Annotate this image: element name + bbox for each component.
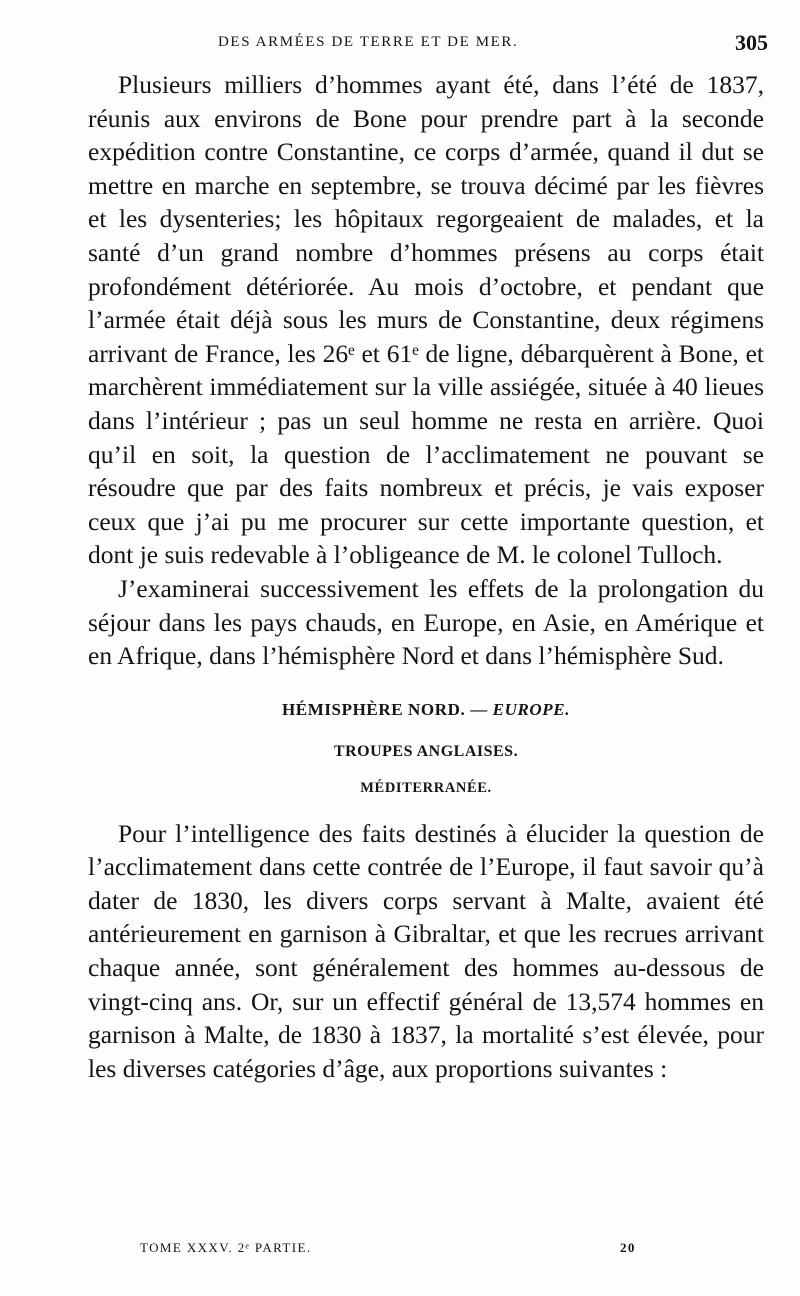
section-heading — [88, 693, 764, 727]
subsubsection-heading: MÉDITERRANÉE. — [360, 779, 492, 796]
paragraph-examination-plan: J’examinerai successivement les effets de la prolongation du séjour dans les pays chauds, en Europe, en Asie, en Amérique et en Afrique, dans l’hémisphère Nord et dans l’hémisphère Sud. — [88, 573, 764, 671]
paragraph-acclimatement-bone: Plusieurs milliers d’hommes ayant été, dans l’été de 1837, réunis aux environs de Bone pour prendre part à la seconde expédition contre Constantine, ce corps d’armée, quand il dut se mettre en marche en septembre, se trouva décimé par les fièvres et les dysenteries; les hôpitaux regorgeaient de malades, et la santé d’un grand nombre d’hommes présens au corps était profondément détériorée. Au mois d’octobre, et pendant que l’armée était déjà sous les murs de Constantine, deux régimens arrivant de France, les 26ᵉ et 61ᵉ de ligne, débarquèrent à Bone, et marchèrent immédiatement sur la ville assiégée, située à 40 lieues dans l’intérieur ; pas un seul homme ne resta en arrière. Quoi qu’il en soit, la question de l’acclimatement ne pouvant se résoudre que par des faits nombreux et précis, je vais exposer ceux que j’ai pu me procurer sur cette importante question, et dont je suis redevable à l’obligeance de M. le colonel Tulloch. — [88, 70, 764, 570]
footer-gathering-number: 20 — [620, 1240, 636, 1255]
section-heading-italic: EUROPE. — [492, 699, 571, 719]
running-head-title: DES ARMÉES DE TERRE ET DE MER. — [218, 34, 519, 50]
footer-signature: TOME XXXV. 2ᵉ PARTIE. — [140, 1240, 312, 1255]
subsection-heading: TROUPES ANGLAISES. — [333, 742, 519, 760]
section-heading-main: HÉMISPHÈRE NORD. — [281, 699, 466, 719]
paragraph-malta-garrison: Pour l’intelligence des faits destinés à élucider la question de l’acclimatement dans cette contrée de l’Europe, il faut savoir qu’à dater de 1830, les divers corps servant à Malte, avaient été antérieurement en garnison à Gibraltar, et que les recrues arrivant chaque année, sont généralement des hommes au-dessous de vingt-cinq ans. Or, sur un effectif général de 13,574 hommes en garnison à Malte, de 1830 à 1837, la mortalité s’est élevée, pour les diverses catégories d’âge, aux proportions suivantes : — [88, 818, 764, 1083]
section-heading-dash: — — [465, 699, 493, 719]
body-text — [88, 68, 764, 1085]
page-footer — [140, 1240, 660, 1264]
running-head — [90, 30, 770, 58]
page-number: 305 — [735, 30, 768, 55]
